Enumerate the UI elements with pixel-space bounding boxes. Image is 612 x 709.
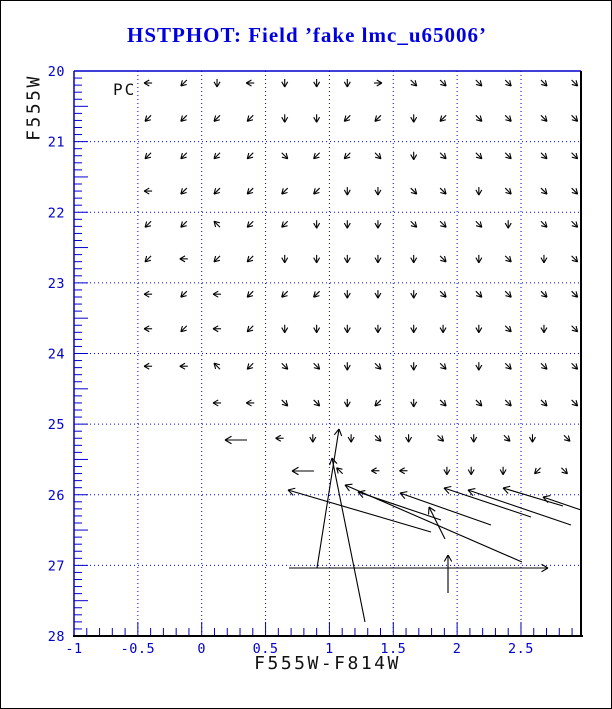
tick-label: 0.5	[252, 641, 279, 657]
chart-title: HSTPHOT: Field ’fake lmc_u65006’	[126, 23, 487, 47]
tick-label: 1	[325, 641, 334, 657]
tick-label: 21	[47, 134, 65, 151]
tick-label: 0	[197, 641, 207, 657]
x-axis-label: F555W-F814W	[254, 653, 401, 674]
tick-label: 25	[47, 417, 65, 434]
detector-label: PC	[113, 80, 137, 99]
tick-label: 1.5	[380, 641, 407, 657]
tick-label: 28	[47, 629, 65, 645]
tick-label: -1	[65, 641, 83, 657]
tick-label: 20	[47, 64, 65, 80]
tick-label: 24	[47, 346, 65, 363]
y-axis-label: F555W	[23, 74, 45, 141]
tick-label: 22	[47, 205, 65, 222]
quiver-field-svg	[1, 1, 612, 709]
tick-label: -0.5	[120, 641, 156, 657]
tick-label: 2.5	[508, 641, 534, 657]
tick-label: 27	[47, 558, 65, 575]
tick-label: 2	[452, 641, 462, 657]
tick-label: 23	[47, 275, 65, 292]
tick-label: 26	[47, 487, 65, 504]
